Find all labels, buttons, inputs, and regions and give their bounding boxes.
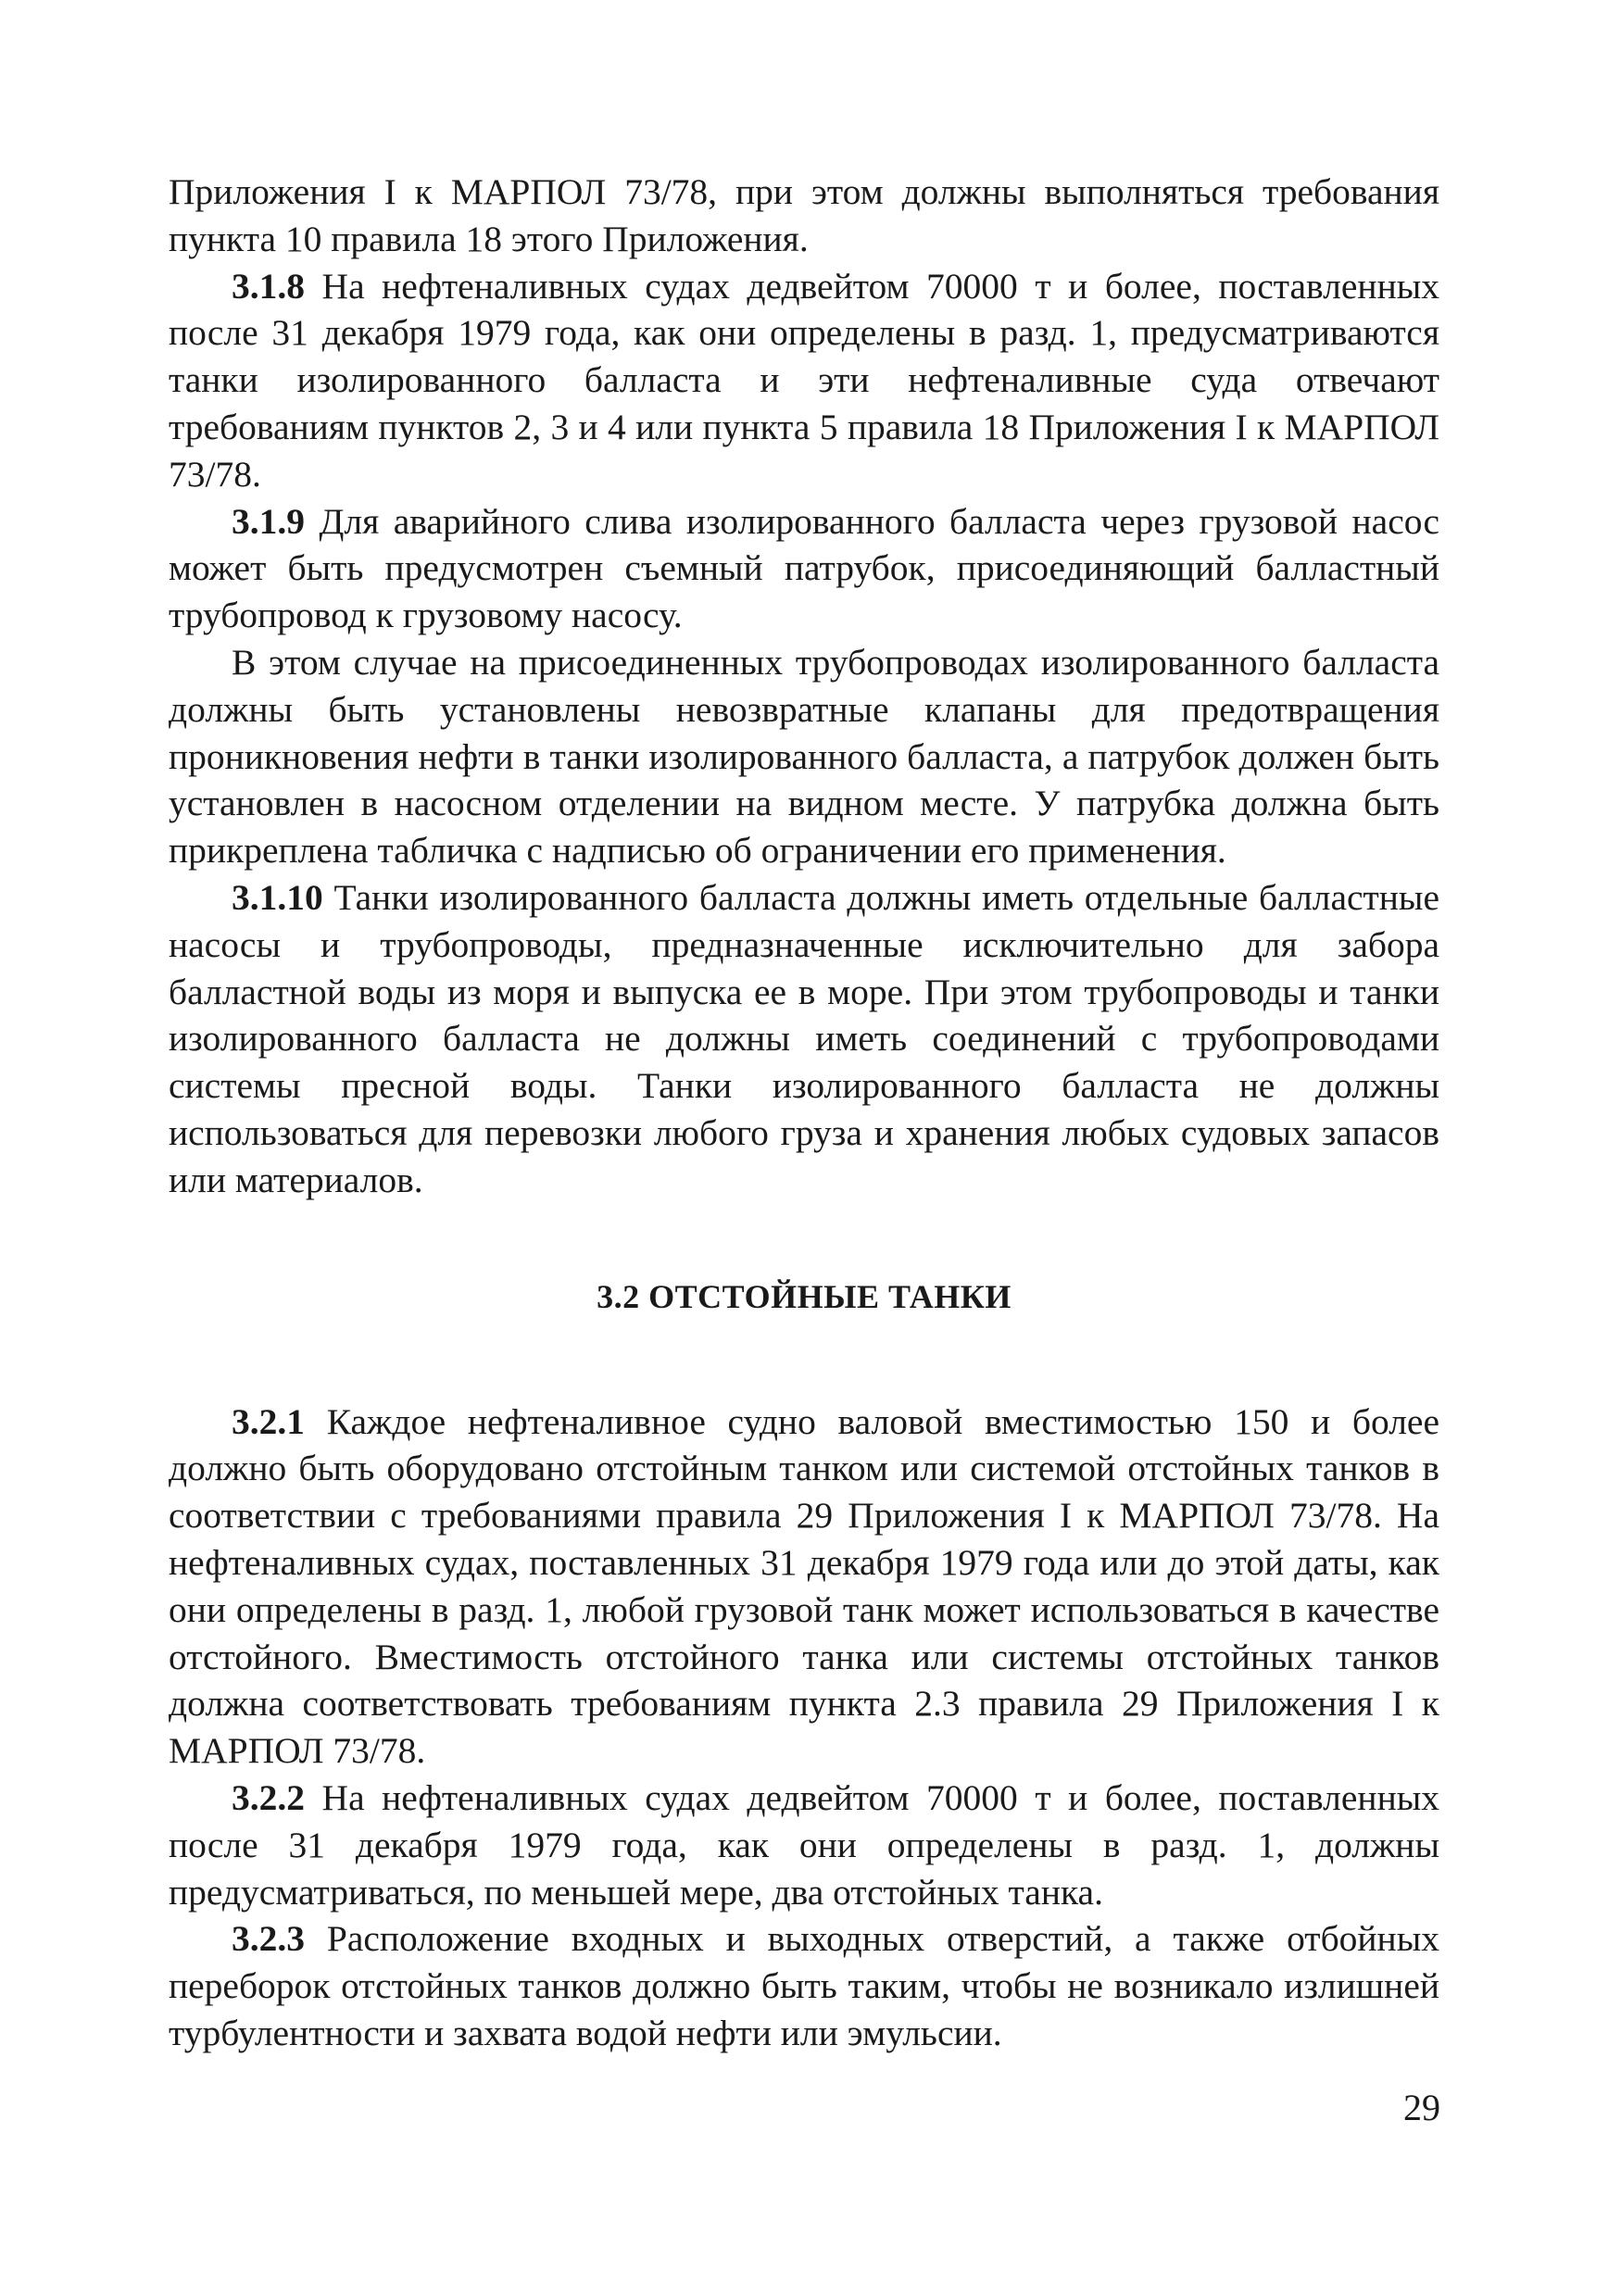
paragraph-text: Для аварийного слива изолированного балласта через грузовой насос может быть предусмотрен съемный патрубок, присоединяющий балластный трубопровод к грузовому насосу.	[169, 500, 1439, 636]
paragraph-number: 3.2.3	[232, 1918, 305, 1960]
page-number: 29	[1403, 2087, 1440, 2128]
page-body	[169, 169, 1439, 2057]
paragraph-text: На нефтеналивных судах дедвейтом 70000 т и более, поставленных после 31 декабря 1979 года, как они определены в разд. 1, должны предусматриваться, по меньшей мере, два отстойных танка.	[169, 1776, 1439, 1913]
paragraph-3-1-9	[169, 498, 1439, 639]
paragraph-3-2-3	[169, 1915, 1439, 2056]
paragraph-text: Танки изолированного балласта должны иметь отдельные балластные насосы и трубопроводы, предназначенные исключительно для забора балластной воды из моря и выпуска ее в море. При этом трубопроводы и танки изолированного балласта не должны иметь соединений с трубопроводами системы пресной воды. Танки изолированного балласта не должны использоваться для перевозки любого груза и хранения любых судовых запасов или материалов.	[169, 876, 1439, 1200]
paragraph-text: Каждое нефтеналивное судно валовой вместимостью 150 и более должно быть оборудовано отстойным танком или системой отстойных танков в соответствии с требованиями правила 29 Приложения I к МАРПОЛ 73/78. На нефтеналивных судах, поставленных 31 декабря 1979 года или до этой даты, как они определены в разд. 1, любой грузовой танк может использоваться в качестве отстойного. Вместимость отстойного танка или системы отстойных танков должна соответствовать требованиям пункта 2.3 правила 29 Приложения I к МАРПОЛ 73/78.	[169, 1400, 1439, 1772]
paragraph-3-2-1	[169, 1399, 1439, 1775]
paragraph-number: 3.2.1	[232, 1400, 305, 1442]
section-heading: 3.2 ОТСТОЙНЫЕ ТАНКИ	[597, 1277, 1012, 1315]
paragraph-3-2-2	[169, 1775, 1439, 1915]
paragraph-text: В этом случае на присоединенных трубопроводах изолированного балласта должны быть установлены невозвратные клапаны для предотвращения проникновения нефти в танки изолированного балласта, а патрубок должен быть установлен в насосном отделении на видном месте. У патрубка должна быть прикреплена табличка с надписью об ограничении его применения.	[169, 641, 1439, 872]
paragraph-number: 3.1.9	[232, 500, 305, 542]
paragraph-text: На нефтеналивных судах дедвейтом 70000 т и более, поставленных после 31 декабря 1979 года, как они определены в разд. 1, предусматриваются танки изолированного балласта и эти нефтеналивные суда отвечают требованиям пунктов 2, 3 и 4 или пункта 5 правила 18 Приложения I к МАРПОЛ 73/78.	[169, 265, 1439, 495]
paragraph-3-1-8	[169, 263, 1439, 498]
paragraph-text: Приложения I к МАРПОЛ 73/78, при этом должны выполняться требования пункта 10 правила 18 этого Приложения.	[169, 171, 1439, 259]
paragraph-number: 3.1.10	[232, 876, 323, 918]
paragraph-text: Расположение входных и выходных отверстий, а также отбойных переборок отстойных танков должно быть таким, чтобы не возникало излишней турбулентности и захвата водой нефти или эмульсии.	[169, 1918, 1439, 2053]
paragraph-3-1-10	[169, 874, 1439, 1204]
paragraph-continuation	[169, 169, 1439, 263]
paragraph-3-1-9-continued	[169, 639, 1439, 874]
paragraph-number: 3.2.2	[232, 1776, 305, 1818]
paragraph-number: 3.1.8	[232, 265, 305, 307]
